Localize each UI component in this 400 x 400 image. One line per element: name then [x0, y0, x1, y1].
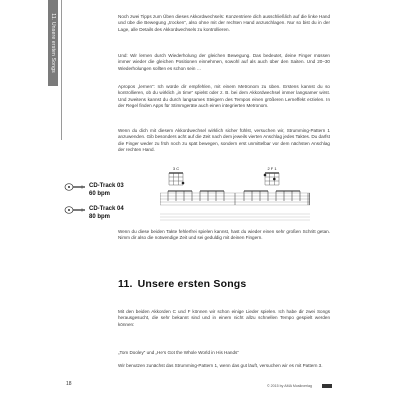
audio-track-label: CD-Track 03 [89, 183, 124, 189]
chapter-side-tab-label: 11. Unsere ersten Songs [50, 13, 56, 73]
paragraph-songs-intro: Mit den beiden Akkorden C und F können wir schon einige Lieder spielen. Ich habe dir zwei Songs herausgesucht, die sehr bekannt sind und in einem nicht allzu schnellen Tempo gespielt werden können: [118, 309, 330, 327]
section-title: Unsere ersten Songs [137, 278, 247, 290]
paragraph-strumming: Wenn du dich mit diesem Akkordwechsel wirklich sicher fühlst, versuchen wir, Strumming-Pattern 1 anzuwenden. Gib besonders acht auf die Zeit nach dem jeweils vierten Anschlag jedes Taktes. Du darfst die Finger weder zu früh noch zu spät bewegen, sondern erst unmittelbar vor dem nächsten Anschlag der rechten Hand. [118, 128, 330, 153]
chord-diagram-f-label: 2 F 1 [267, 166, 277, 171]
audio-track-tempo: 80 bpm [89, 214, 111, 220]
section-heading [118, 278, 246, 290]
chapter-side-tab [48, 0, 58, 86]
audio-track-tempo: 60 bpm [89, 191, 111, 197]
page-number: 18 [66, 381, 72, 387]
paragraph-practice-tips: Noch zwei Tipps zum Üben dieses Akkordwechsels: Konzentriere dich ausschließlich auf die linke Hand und übe die Bewegung „trocken“, also ohne mit der rechten Hand anzuschlagen. Nur so bist du in der Lage, alle Details des Akkordwechsels zu kontrollieren. [118, 14, 330, 32]
paragraph-song-titles: „Tom Dooley“ und „He’s Got the Whole World in His Hands“ [118, 350, 239, 355]
chord-diagram-f [264, 166, 279, 185]
paragraph-progress: Wenn du diese beiden Takte fehlerfrei spielen kannst, hast du wieder einen sehr großen Schritt getan. Nimm dir also die notwendige Zeit und sei geduldig mit deinen Fingern. [118, 229, 330, 241]
audio-track-icon [64, 183, 86, 191]
paragraph-repetition: Und: Wir lernen durch Wiederholung der gleichen Bewegung. Das bedeutet, deine Finger müssen immer wieder die gleichen Positionen einnehmen, sowohl auf als auch über den Saiten. Und 20–30 Wiederholungen sollten es schon sein … [118, 53, 330, 71]
audio-track-label: CD-Track 04 [89, 206, 124, 212]
strumming-staff [160, 191, 310, 220]
chord-diagram-c-label: 3 C [172, 166, 180, 171]
chord-notation-figure [160, 165, 310, 221]
paragraph-metronome: Apropos „lernen“: Ich würde dir empfehlen, mit einem Metronom zu üben. Erstens kannst du so kontrollieren, ob du wirklich „in time“ spielst oder z. B. bei dem Akkordwechsel immer langsamer wirst. Und zweitens kannst du durch langsames Steigern des Tempos einen größeren Lerneffekt erzielen. In der Regel finden Apps für Stimmgeräte auch einen integrierten Metronom. [118, 84, 330, 109]
footer-copyright: © 2015 by AMA Musikverlag [267, 384, 312, 388]
margin-rule [61, 0, 62, 140]
paragraph-pattern-hint: Wir benutzen zunächst das Strumming-Pattern 1, wenn das gut läuft, versuchen wir es mit Pattern 3. [118, 363, 323, 368]
section-number: 11. [118, 278, 133, 290]
audio-track-icon [64, 206, 86, 214]
publisher-logo [322, 384, 332, 388]
chord-diagram-c [169, 166, 184, 185]
